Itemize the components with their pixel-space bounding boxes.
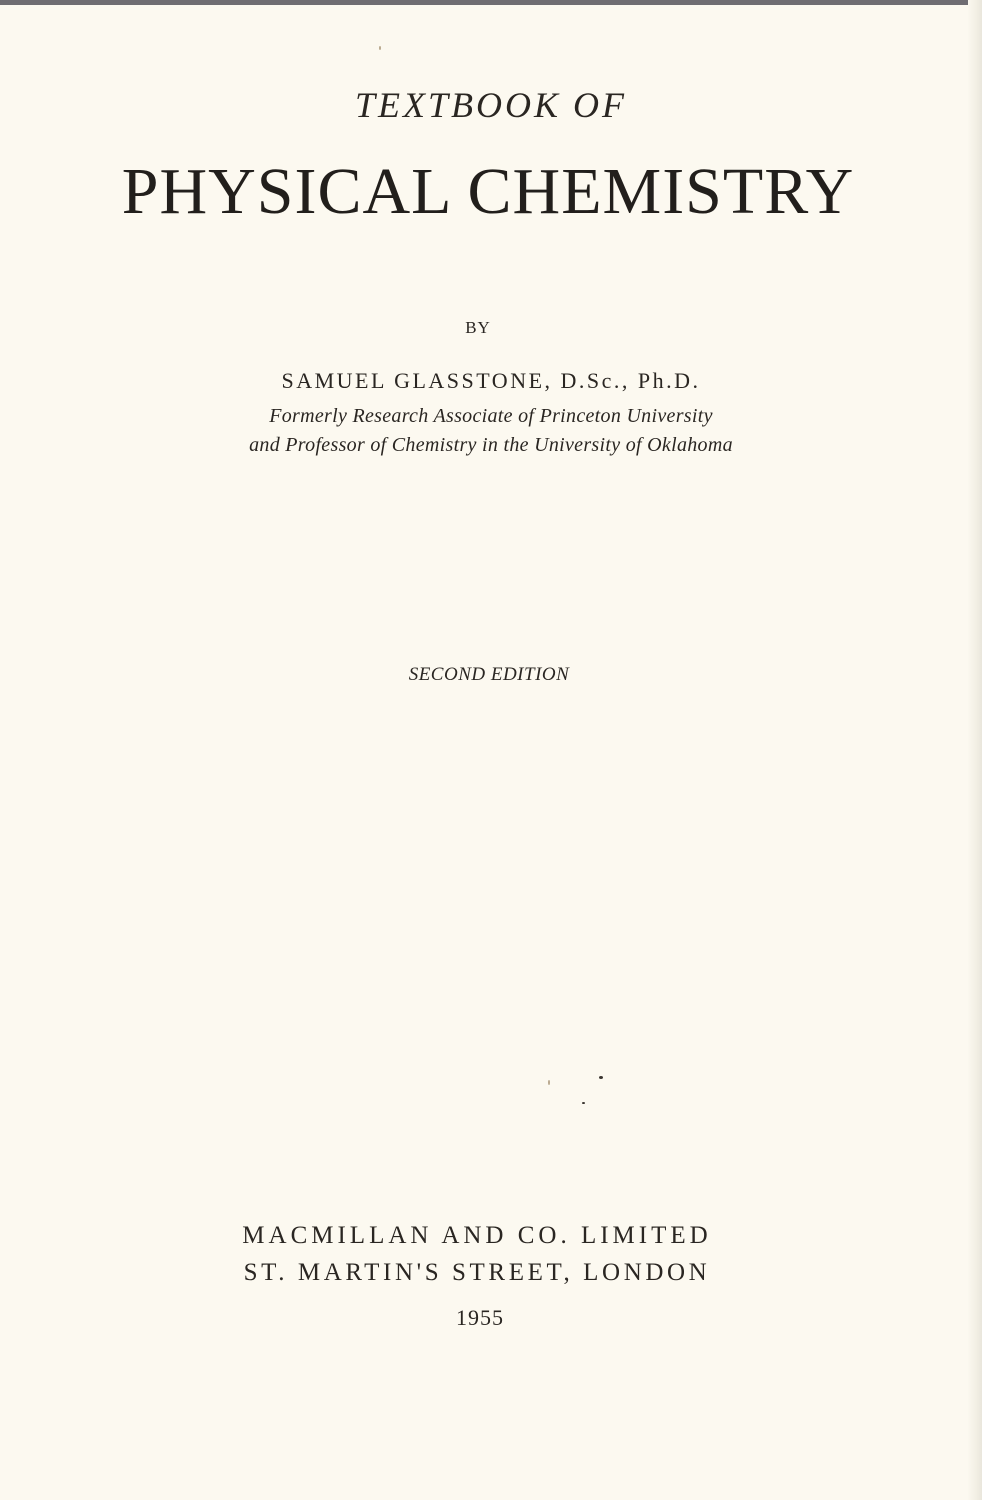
author-affiliation-line-1: Formerly Research Associate of Princeton University	[269, 405, 713, 427]
page-top-edge	[0, 0, 982, 5]
publisher-address: ST. MARTIN'S STREET, LONDON	[243, 1259, 711, 1286]
ink-speck	[599, 1076, 603, 1079]
by-label: BY	[465, 318, 491, 337]
publisher-name: MACMILLAN AND CO. LIMITED	[242, 1222, 712, 1249]
ink-speck	[548, 1080, 550, 1085]
book-title: PHYSICAL CHEMISTRY	[121, 155, 855, 228]
author-name: SAMUEL GLASSTONE, D.Sc., Ph.D.	[281, 368, 701, 393]
edition-label: SECOND EDITION	[408, 664, 570, 685]
pretitle: TEXTBOOK OF	[354, 85, 627, 125]
ink-speck	[582, 1102, 585, 1104]
ink-speck	[379, 46, 381, 50]
publication-year: 1955	[456, 1305, 504, 1330]
author-affiliation-line-2: and Professor of Chemistry in the University of Oklahoma	[249, 434, 733, 456]
